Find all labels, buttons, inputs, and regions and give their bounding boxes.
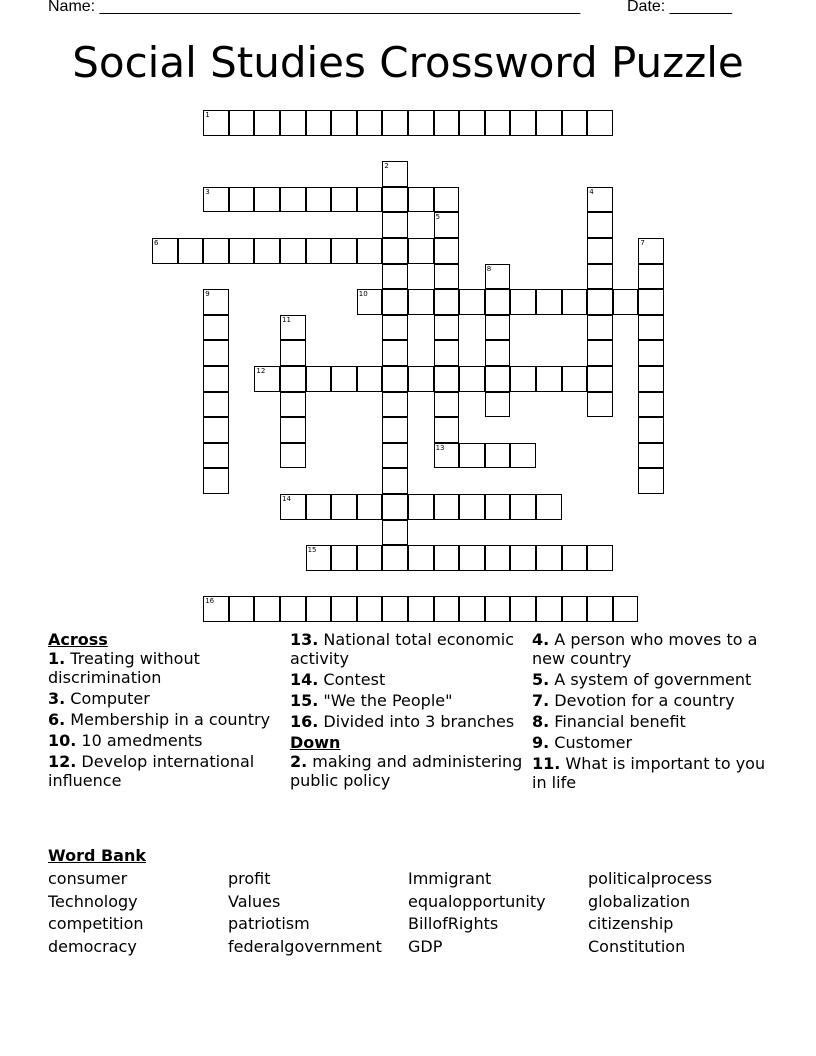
grid-cell[interactable] (280, 340, 306, 366)
grid-cell[interactable] (203, 366, 229, 392)
grid-cell[interactable] (434, 238, 460, 264)
clue-number: 11. (532, 754, 561, 773)
grid-cell[interactable] (434, 417, 460, 443)
grid-cell[interactable] (562, 596, 588, 622)
clue-number: 3. (48, 689, 66, 708)
grid-cell[interactable] (408, 494, 434, 520)
grid-cell[interactable] (382, 187, 408, 213)
clue-number-label: 10 (358, 290, 368, 299)
grid-cell[interactable] (510, 545, 536, 571)
clue-text: Computer (65, 689, 150, 708)
clue-number-label: 7 (640, 239, 645, 247)
clue-text: A system of government (549, 670, 752, 689)
grid-cell[interactable] (459, 545, 485, 571)
clue-text: 10 amedments (76, 731, 203, 750)
clue-number-label: 15 (307, 546, 317, 555)
down-heading: Down (290, 733, 341, 752)
grid-cell[interactable] (306, 494, 332, 520)
word-bank-item: patriotism (228, 914, 310, 933)
grid-cell[interactable] (638, 264, 664, 290)
grid-cell[interactable] (254, 238, 280, 264)
word-bank-item: profit (228, 869, 271, 888)
grid-cell[interactable] (459, 596, 485, 622)
grid-cell[interactable] (434, 494, 460, 520)
grid-cell[interactable] (280, 238, 306, 264)
grid-cell[interactable] (536, 289, 562, 315)
clue-number: 13. (290, 630, 319, 649)
clue-number: 12. (48, 752, 77, 771)
grid-cell[interactable] (510, 596, 536, 622)
grid-cell[interactable] (280, 110, 306, 136)
clue-item (532, 630, 772, 668)
grid-cell[interactable] (408, 545, 434, 571)
grid-cell[interactable] (638, 289, 664, 315)
grid-cell[interactable] (638, 392, 664, 418)
grid-cell[interactable] (459, 289, 485, 315)
across-heading: Across (48, 630, 108, 649)
clue-number-label: 8 (486, 264, 492, 273)
clue-item (48, 649, 276, 687)
clue-item (532, 691, 772, 710)
clue-number-label: 14 (282, 495, 291, 503)
clue-number-label: 9 (205, 290, 210, 299)
grid-cell[interactable] (357, 238, 383, 264)
grid-cell[interactable] (485, 596, 511, 622)
word-bank-item: Technology (48, 891, 138, 911)
grid-cell[interactable] (587, 596, 613, 622)
grid-cell[interactable] (280, 443, 306, 469)
clue-item (290, 752, 524, 790)
grid-cell[interactable] (587, 264, 613, 290)
grid-cell[interactable] (587, 545, 613, 571)
clues-column-1 (48, 630, 276, 792)
grid-cell[interactable] (434, 264, 460, 290)
word-bank-item: BillofRights (408, 914, 499, 933)
grid-cell[interactable] (331, 545, 357, 571)
clue-item (532, 754, 772, 792)
clue-number: 10. (48, 731, 77, 750)
grid-cell[interactable] (434, 315, 460, 341)
grid-cell[interactable] (459, 494, 485, 520)
word-bank-item: citizenship (588, 914, 674, 933)
grid-cell[interactable] (306, 366, 332, 392)
grid-cell[interactable] (434, 545, 460, 571)
grid-cell[interactable] (434, 289, 460, 315)
clue-text: Divided into 3 branches (318, 712, 515, 731)
grid-cell[interactable] (434, 596, 460, 622)
grid-cell[interactable] (331, 238, 357, 264)
word-bank-item: consumer (48, 869, 128, 888)
word-bank-item: Values (228, 891, 281, 911)
grid-cell[interactable] (485, 366, 511, 392)
clue-text: A person who moves to a new country (532, 630, 758, 668)
clue-number-label: 3 (205, 187, 210, 196)
grid-cell[interactable] (357, 110, 383, 136)
grid-cell[interactable] (357, 366, 383, 392)
grid-cell[interactable] (203, 340, 229, 366)
grid-cell[interactable] (587, 289, 613, 315)
clue-text: making and administering public policy (290, 752, 523, 790)
grid-cell[interactable] (587, 340, 613, 366)
grid-cell[interactable] (510, 110, 536, 136)
grid-cell[interactable] (331, 110, 357, 136)
grid-cell[interactable] (587, 212, 613, 238)
grid-cell[interactable] (331, 494, 357, 520)
grid-cell[interactable] (229, 238, 255, 264)
word-bank-item: federalgovernment (228, 936, 382, 956)
grid-cell[interactable] (203, 392, 229, 418)
grid-cell[interactable] (510, 494, 536, 520)
grid-cell[interactable] (382, 392, 408, 418)
grid-cell[interactable] (331, 366, 357, 392)
grid-cell[interactable] (510, 443, 536, 469)
clues-column-2 (290, 630, 524, 792)
clue-item (532, 670, 772, 689)
clues-column-3 (532, 630, 772, 794)
clue-item (290, 670, 524, 689)
grid-cell[interactable] (638, 315, 664, 341)
grid-cell[interactable] (331, 187, 357, 213)
grid-cell[interactable] (536, 596, 562, 622)
grid-cell[interactable] (280, 392, 306, 418)
grid-cell[interactable] (382, 110, 408, 136)
clue-item (290, 712, 524, 731)
grid-cell[interactable] (485, 289, 511, 315)
clue-item (532, 733, 772, 752)
clue-number-label: 16 (205, 597, 215, 606)
grid-cell[interactable] (613, 596, 639, 622)
word-bank-item: politicalprocess (588, 869, 713, 888)
grid-cell[interactable] (280, 366, 306, 392)
grid-cell[interactable] (254, 596, 280, 622)
grid-cell[interactable] (357, 596, 383, 622)
grid-cell[interactable] (587, 366, 613, 392)
clue-text: Devotion for a country (549, 691, 735, 710)
grid-cell[interactable] (510, 289, 536, 315)
word-bank-item: Immigrant (408, 869, 492, 888)
grid-cell[interactable] (638, 340, 664, 366)
grid-cell[interactable] (280, 417, 306, 443)
grid-cell[interactable] (254, 110, 280, 136)
grid-cell[interactable] (408, 289, 434, 315)
clue-item (48, 731, 276, 750)
grid-cell[interactable] (382, 468, 408, 494)
clue-number: 2. (290, 752, 308, 771)
clue-number: 5. (532, 670, 550, 689)
grid-cell[interactable] (562, 545, 588, 571)
grid-cell[interactable] (408, 366, 434, 392)
grid-cell[interactable] (178, 238, 204, 264)
grid-cell[interactable] (229, 110, 255, 136)
grid-cell[interactable] (382, 212, 408, 238)
grid-cell[interactable] (382, 289, 408, 315)
clue-item (290, 630, 524, 668)
word-bank-item: Constitution (588, 936, 686, 956)
grid-cell[interactable] (536, 110, 562, 136)
grid-cell[interactable] (306, 596, 332, 622)
grid-cell[interactable] (203, 443, 229, 469)
word-bank-item: GDP (408, 936, 443, 956)
grid-cell[interactable] (638, 443, 664, 469)
grid-cell[interactable] (306, 110, 332, 136)
grid-cell[interactable] (638, 468, 664, 494)
grid-cell[interactable] (382, 417, 408, 443)
grid-cell[interactable] (459, 443, 485, 469)
grid-cell[interactable] (485, 494, 511, 520)
word-bank-title: Word Bank (48, 846, 147, 865)
grid-cell[interactable] (485, 315, 511, 341)
grid-cell[interactable] (306, 187, 332, 213)
grid-cell[interactable] (536, 366, 562, 392)
grid-cell[interactable] (382, 238, 408, 264)
clue-text: Membership in a country (65, 710, 271, 729)
clue-text: What is important to you in life (532, 754, 766, 792)
grid-cell[interactable] (357, 545, 383, 571)
grid-cell[interactable] (562, 110, 588, 136)
grid-cell[interactable] (229, 596, 255, 622)
grid-cell[interactable] (459, 366, 485, 392)
grid-cell[interactable] (536, 494, 562, 520)
grid-cell[interactable] (434, 366, 460, 392)
word-bank-item: democracy (48, 936, 137, 956)
word-bank-item: equalopportunity (408, 891, 546, 911)
clue-item (290, 691, 524, 710)
grid-cell[interactable] (536, 545, 562, 571)
page-title: Social Studies Crossword Puzzle (72, 38, 744, 87)
grid-cell[interactable] (613, 289, 639, 315)
clue-item (532, 712, 772, 731)
grid-cell[interactable] (203, 468, 229, 494)
grid-cell[interactable] (510, 366, 536, 392)
grid-cell[interactable] (562, 366, 588, 392)
grid-cell[interactable] (485, 392, 511, 418)
clue-text: National total economic activity (290, 630, 515, 668)
clue-number: 6. (48, 710, 66, 729)
clue-number: 15. (290, 691, 319, 710)
clue-number-label: 11 (282, 315, 291, 324)
clue-item (48, 710, 276, 729)
grid-cell[interactable] (485, 545, 511, 571)
grid-cell[interactable] (485, 340, 511, 366)
clue-number: 16. (290, 712, 319, 731)
grid-cell[interactable] (638, 417, 664, 443)
grid-cell[interactable] (331, 596, 357, 622)
grid-cell[interactable] (587, 238, 613, 264)
grid-cell[interactable] (382, 315, 408, 341)
clue-number: 4. (532, 630, 550, 649)
clue-number-label: 2 (384, 162, 389, 171)
grid-cell[interactable] (203, 315, 229, 341)
grid-cell[interactable] (587, 110, 613, 136)
grid-cell[interactable] (485, 110, 511, 136)
clue-text: Develop international influence (48, 752, 255, 790)
grid-cell[interactable] (408, 110, 434, 136)
clue-number-label: 12 (256, 367, 266, 375)
grid-cell[interactable] (280, 596, 306, 622)
word-bank-item: globalization (588, 891, 691, 911)
grid-cell[interactable] (203, 417, 229, 443)
grid-cell[interactable] (408, 238, 434, 264)
grid-cell[interactable] (408, 187, 434, 213)
grid-cell[interactable] (382, 443, 408, 469)
grid-cell[interactable] (254, 187, 280, 213)
clue-text: "We the People" (318, 691, 453, 710)
grid-cell[interactable] (382, 545, 408, 571)
clue-item (48, 752, 276, 790)
grid-cell[interactable] (408, 596, 434, 622)
clue-text: Contest (318, 670, 386, 689)
grid-cell[interactable] (357, 494, 383, 520)
clue-text: Treating without discrimination (48, 649, 200, 687)
grid-cell[interactable] (562, 289, 588, 315)
grid-cell[interactable] (382, 520, 408, 546)
grid-cell[interactable] (229, 187, 255, 213)
word-bank-item: competition (48, 914, 144, 933)
grid-cell[interactable] (587, 392, 613, 418)
grid-cell[interactable] (434, 392, 460, 418)
grid-cell[interactable] (587, 315, 613, 341)
grid-cell[interactable] (382, 264, 408, 290)
grid-cell[interactable] (203, 238, 229, 264)
grid-cell[interactable] (357, 187, 383, 213)
grid-cell[interactable] (382, 340, 408, 366)
clue-number-label: 4 (589, 187, 594, 196)
clue-number: 8. (532, 712, 550, 731)
date-field-label: Date: _______ (627, 0, 732, 15)
grid-cell[interactable] (434, 187, 460, 213)
grid-cell[interactable] (382, 366, 408, 392)
clue-number-label: 1 (205, 111, 210, 119)
grid-cell[interactable] (485, 443, 511, 469)
clue-text: Financial benefit (549, 712, 686, 731)
clue-number: 14. (290, 670, 319, 689)
grid-cell[interactable] (434, 110, 460, 136)
clue-number-label: 13 (435, 443, 445, 452)
clue-item (48, 689, 276, 708)
grid-cell[interactable] (382, 494, 408, 520)
grid-cell[interactable] (638, 366, 664, 392)
grid-cell[interactable] (459, 110, 485, 136)
grid-cell[interactable] (280, 187, 306, 213)
clue-text: Customer (549, 733, 633, 752)
clue-number: 9. (532, 733, 550, 752)
clue-number: 7. (532, 691, 550, 710)
grid-cell[interactable] (434, 340, 460, 366)
clue-number: 1. (48, 649, 66, 668)
clue-number-label: 5 (435, 213, 441, 222)
name-field-label: Name: ______________________________________________________ (48, 0, 581, 15)
grid-cell[interactable] (382, 596, 408, 622)
grid-cell[interactable] (306, 238, 332, 264)
clue-number-label: 6 (154, 239, 159, 247)
